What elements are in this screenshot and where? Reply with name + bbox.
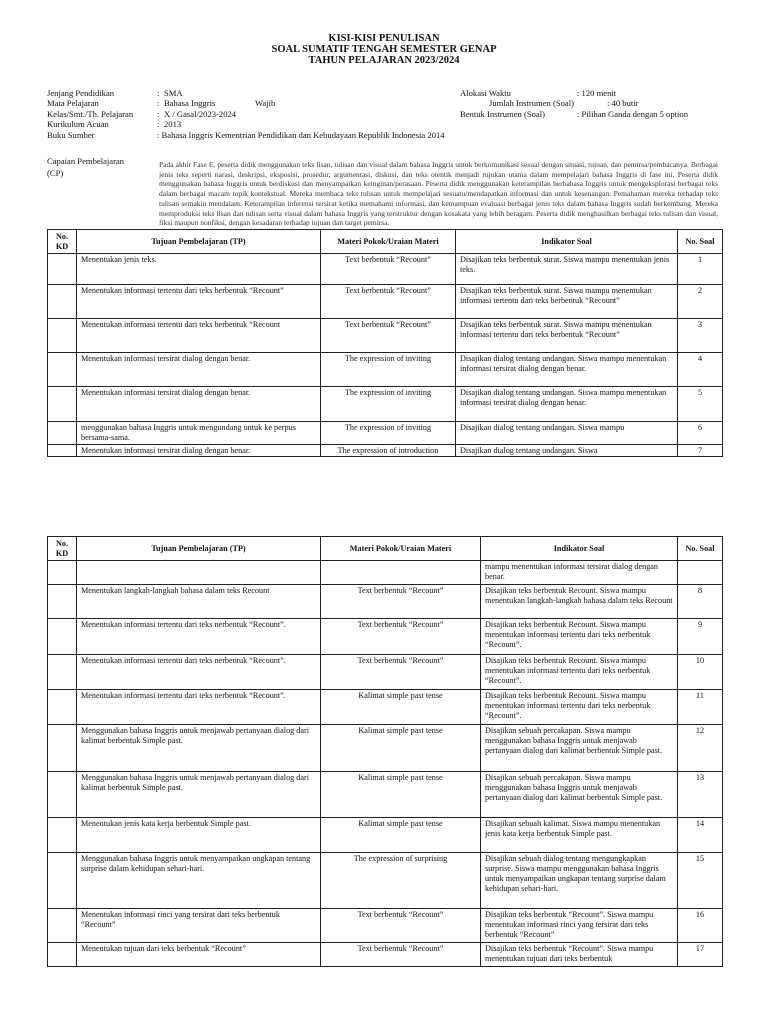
header-tp: Tujuan Pembelajaran (TP) [77, 537, 321, 561]
cell-kd [48, 353, 77, 387]
table-row [48, 725, 723, 772]
info-separator: : [157, 88, 160, 98]
kisi-kisi-table-2 [47, 536, 723, 967]
header-no-soal: No. Soal [678, 537, 723, 561]
cell-kd [48, 387, 77, 422]
info-separator: : [157, 98, 160, 109]
cell-indikator: Disajikan teks berbentuk Recount. Siswa mampu menentukan informasi tertentu dari teks nerbentuk “Recount”. [481, 655, 678, 690]
document-page-2 [0, 530, 768, 1024]
cell-materi: Text berbentuk “Recount” [321, 285, 456, 319]
table-row [48, 772, 723, 818]
cell-materi: Text berbentuk “Recount” [321, 254, 456, 285]
info-right-block [460, 88, 760, 119]
cell-kd [48, 772, 77, 818]
info-label: Jumlah Instrumen (Soal) [489, 98, 574, 109]
cell-indikator: Disajikan teks berbentuk Recount. Siswa mampu menentukan informasi tertentu dari teks nerbentuk “Recount”. [481, 690, 678, 725]
cell-tp: Menentukan informasi rinci yang tersirat dari teks berbentuk “Recount” [77, 909, 321, 943]
cell-tp: Menentukan langkah-langkah bahasa dalam teks Recount [77, 585, 321, 619]
cell-kd [48, 690, 77, 725]
cell-tp: Menentukan informasi tersirat dialog dengan benar. [77, 445, 321, 457]
header-title-line-2: SOAL SUMATIF TENGAH SEMESTER GENAP [271, 44, 497, 55]
cell-materi: The expression of inviting [321, 353, 456, 387]
table-row [48, 285, 723, 319]
cell-tp: Menggunakan bahasa Inggris untuk menyampaikan ungkapan tentang surprise dalam kehidupan sehari-hari. [77, 853, 321, 909]
cell-indikator: Disajikan sebuah percakapan. Siswa mampu menggunakan bahasa Inggris untuk menjawab pertanyaan dialog dari kalimat berbentuk Simple past. [481, 772, 678, 818]
header-indikator: Indikator Soal [481, 537, 678, 561]
document-page-1 [0, 0, 768, 460]
cell-kd [48, 818, 77, 853]
cell-no-soal: 16 [678, 909, 723, 943]
cell-tp: Menentukan informasi tertentu dari teks nerbentuk “Recount”. [77, 690, 321, 725]
header-tp: Tujuan Pembelajaran (TP) [77, 230, 321, 254]
cell-tp: Menentukan informasi tertentu dari teks berbentuk “Recount” [77, 285, 321, 319]
cell-no-soal: 17 [678, 943, 723, 967]
info-label: Alokasi Waktu [460, 88, 511, 98]
info-row-jumlah [460, 98, 760, 108]
cell-no-soal: 11 [678, 690, 723, 725]
cell-materi: Text berbentuk “Recount” [321, 319, 456, 353]
cell-materi: The expression of inviting [321, 387, 456, 422]
info-row-buku [47, 130, 467, 140]
header-materi: Materi Pokok/Uraian Materi [321, 537, 481, 561]
cell-materi: Text berbentuk “Recount” [321, 943, 481, 967]
info-row-alokasi [460, 88, 760, 98]
cell-kd [48, 655, 77, 690]
cell-no-soal: 3 [678, 319, 723, 353]
cell-no-soal: 5 [678, 387, 723, 422]
table-row [48, 585, 723, 619]
cell-tp: Menentukan informasi tersirat dialog dengan benar. [77, 387, 321, 422]
cell-tp: Menggunakan bahasa Inggris untuk menjawab pertanyaan dialog dari kalimat berbentuk Simple past. [77, 725, 321, 772]
cell-indikator: Disajikan dialog tentang undangan. Siswa mampu menentukan informasi tersirat dialog dengan benar. [456, 353, 678, 387]
table-row [48, 619, 723, 655]
info-row-kelas [47, 109, 467, 119]
table-header-row [48, 230, 723, 254]
header-no-soal: No. Soal [678, 230, 723, 254]
info-value: X / Gasal/2023-2024 [164, 108, 237, 119]
cell-kd [48, 619, 77, 655]
info-value: SMA [164, 88, 183, 98]
cp-label-line-1: Capaian Pembelajaran [47, 156, 125, 166]
cell-indikator: Disajikan dialog tentang undangan. Siswa [456, 445, 678, 457]
info-row-jenjang [47, 88, 467, 98]
table-row [48, 943, 723, 967]
cell-indikator: Disajikan teks berbentuk “Recount”. Siswa mampu menentukan informasi rinci yang tersirat dari teks berbentuk “Recount” [481, 909, 678, 943]
header-no-kd: No. KD [48, 537, 77, 561]
cell-indikator: Disajikan teks berbentuk Recount. Siswa mampu menentukan informasi tertentu dari teks nerbentuk “Recount”. [481, 619, 678, 655]
cell-indikator: Disajikan sebuah percakapan. Siswa mampu menggunakan bahasa Inggris untuk menjawab pertanyaan dialog dari kalimat berbentuk Simple past. [481, 725, 678, 772]
info-value: 2013 [164, 119, 182, 130]
cell-no-soal: 12 [678, 725, 723, 772]
info-row-bentuk [460, 109, 760, 119]
cell-kd [48, 853, 77, 909]
cell-no-soal: 10 [678, 655, 723, 690]
cell-kd [48, 422, 77, 445]
cell-indikator: mampu menentukan informasi tersirat dialog dengan benar. [481, 561, 678, 585]
info-label: Kelas/Smt./Th. Pelajaran [47, 108, 134, 119]
cell-tp [77, 561, 321, 585]
cell-tp: Menentukan tujuan dari teks berbentuk “Recount” [77, 943, 321, 967]
table-header-row [48, 537, 723, 561]
cell-indikator: Disajikan sebuah kalimat. Siswa mampu menentukan jenis kata kerja berbentuk Simple past. [481, 818, 678, 853]
cell-materi [321, 561, 481, 585]
cell-tp: Menentukan informasi tertentu dari teks berbentuk “Recount [77, 319, 321, 353]
info-value: Bahasa Inggris [164, 98, 216, 109]
info-label: Kurikulum Acuan [47, 119, 109, 130]
cell-materi: Kalimat simple past tense [321, 725, 481, 772]
cell-indikator: Disajikan dialog tentang undangan. Siswa mampu [456, 422, 678, 445]
table-row [48, 422, 723, 445]
cell-kd [48, 319, 77, 353]
cell-kd [48, 285, 77, 319]
cell-indikator: Disajikan teks berbentuk “Recount”. Siswa mampu menentukan tujuan dari teks berbentuk [481, 943, 678, 967]
table-row [48, 909, 723, 943]
cell-tp: Menggunakan bahasa Inggris untuk menjawab pertanyaan dialog dari kalimat berbentuk Simple past. [77, 772, 321, 818]
table-row [48, 818, 723, 853]
table-row [48, 387, 723, 422]
info-label: Mata Pelajaran [47, 98, 99, 109]
kisi-kisi-table-1 [47, 229, 723, 457]
info-value: : Pilihan Ganda dengan 5 option [577, 108, 688, 119]
header-indikator: Indikator Soal [456, 230, 678, 254]
cell-kd [48, 445, 77, 457]
cp-text: Pada akhir Fase E, peserta didik menggunakan teks lisan, tulisan dan visual dalam bahasa Inggris untuk berkomunikasi sesuai dengan situasi, tujuan, dan pemirsa/pembacanya. Berbagai jenis teks seperti narasi, deskripsi, eksposisi, prosedur, argumentasi, diskusi, dan teks otentik menjadi rujukan utama dalam mempelajari bahasa Inggris di fase ini. Peserta didik menggunakan bahasa Inggris untuk berdiskusi dan menyampaikan keinginan/perasaan. Peserta didik menggunakan keterampilan berbahasa Inggris untuk mengeksplorasi berbagai teks dalam berbagai macam topik kontekstual. Mereka membaca teks tulisan untuk mempelajari sesuatu/mendapatkan informasi dan untuk kesenangan. Pemahaman mereka terhadap teks tulisan semakin mendalam. Keterampilan inferensi tersirat ketika memahami informasi, dan kemampuan evaluasi berbagai jenis teks dalam bahasa Inggris sudah berkembang. Mereka memproduksi teks lisan dan tulisan serta visual dalam bahasa Inggris yang terstruktur dengan kosakata yang lebih beragam. Peserta didik menghasilkan berbagai teks tulisan dan visual, fiksi maupun nonfiksi, dengan kesadaran terhadap tujuan dan target pemirsa. [159, 160, 718, 228]
cell-tp: Menentukan informasi tersirat dialog dengan benar. [77, 353, 321, 387]
cell-materi: Kalimat simple past tense [321, 690, 481, 725]
cell-no-soal: 7 [678, 445, 723, 457]
cell-no-soal: 13 [678, 772, 723, 818]
info-separator: : [157, 119, 160, 130]
info-row-mapel [47, 98, 467, 108]
cell-no-soal: 1 [678, 254, 723, 285]
cell-kd [48, 943, 77, 967]
cell-materi: Kalimat simple past tense [321, 818, 481, 853]
cell-kd [48, 254, 77, 285]
cell-tp: Menentukan informasi tertentu dari teks nerbentuk “Recount”. [77, 655, 321, 690]
cell-no-soal: 4 [678, 353, 723, 387]
table-row [48, 690, 723, 725]
info-label: Jenjang Pendidikan [47, 88, 115, 98]
cell-indikator: Disajikan sebuah dialog tentang mengungkapkan surprise. Siswa mampu menggunakan bahasa Inggris untuk menyampaikan ungkapan tentang surprise dalam kehidupan sehari-hari. [481, 853, 678, 909]
cell-kd [48, 725, 77, 772]
header-title-line-1: KISI-KISI PENULISAN [328, 33, 440, 44]
header-materi: Materi Pokok/Uraian Materi [321, 230, 456, 254]
table-row [48, 254, 723, 285]
cell-materi: The expression of inviting [321, 422, 456, 445]
cell-no-soal: 2 [678, 285, 723, 319]
cell-no-soal [678, 561, 723, 585]
info-value: : 120 menit [577, 88, 617, 98]
cell-tp: Menentukan jenis kata kerja berbentuk Simple past. [77, 818, 321, 853]
cell-indikator: Disajikan dialog tentang undangan. Siswa mampu menentukan informasi tersirat dialog dengan benar. [456, 387, 678, 422]
cell-tp: Menentukan informasi tertentu dari teks nerbentuk “Recount”. [77, 619, 321, 655]
cp-label [47, 155, 157, 179]
info-value-extra: Wajib [255, 98, 276, 109]
document-header [0, 33, 768, 66]
info-row-kurikulum [47, 119, 467, 129]
info-label: Bentuk Instrumen (Soal) [460, 108, 545, 119]
cell-materi: Text berbentuk “Recount” [321, 909, 481, 943]
cp-label-line-2: (CP) [47, 168, 64, 178]
table-row [48, 353, 723, 387]
cell-tp: menggunakan bahasa Inggris untuk mengundang untuk ke perpus bersama-sama. [77, 422, 321, 445]
cell-materi: Kalimat simple past tense [321, 772, 481, 818]
cell-indikator: Disajikan teks berbentuk Recount. Siswa mampu menentukan langkah-langkah bahasa dalam teks Recount [481, 585, 678, 619]
cell-materi: The expression of surprising [321, 853, 481, 909]
table-row [48, 655, 723, 690]
cell-no-soal: 9 [678, 619, 723, 655]
cell-no-soal: 14 [678, 818, 723, 853]
cell-indikator: Disajikan teks berbentuk surat. Siswa mampu menentukan informasi tertentu dari teks berbentuk “Recount” [456, 319, 678, 353]
header-no-kd: No. KD [48, 230, 77, 254]
info-separator: : [157, 108, 160, 119]
cell-indikator: Disajikan teks berbentuk surat. Siswa mampu menentukan informasi tertentu dari teks berbentuk “Recount” [456, 285, 678, 319]
cell-no-soal: 8 [678, 585, 723, 619]
info-label: Buku Sumber [47, 129, 95, 140]
info-value: : 40 butir [607, 98, 639, 109]
header-title-line-3: TAHUN PELAJARAN 2023/2024 [308, 55, 460, 66]
table-row [48, 445, 723, 457]
cell-kd [48, 585, 77, 619]
cell-materi: The expression of introduction [321, 445, 456, 457]
cell-kd [48, 909, 77, 943]
cell-kd [48, 561, 77, 585]
cell-materi: Text berbentuk “Recount” [321, 585, 481, 619]
table-row [48, 319, 723, 353]
cell-no-soal: 15 [678, 853, 723, 909]
cell-tp: Menentukan jenis teks. [77, 254, 321, 285]
cell-no-soal: 6 [678, 422, 723, 445]
table-row [48, 853, 723, 909]
info-value: : Bahasa Inggris Kementrian Pendidikan dan Kebudayaan Republik Indonesia 2014 [157, 129, 445, 140]
info-left-block [47, 88, 467, 140]
cell-materi: Text berbentuk “Recount” [321, 619, 481, 655]
cell-materi: Text berbentuk “Recount” [321, 655, 481, 690]
cell-indikator: Disajikan teks berbentuk surat. Siswa mampu menentukan jenis teks. [456, 254, 678, 285]
table-row [48, 561, 723, 585]
